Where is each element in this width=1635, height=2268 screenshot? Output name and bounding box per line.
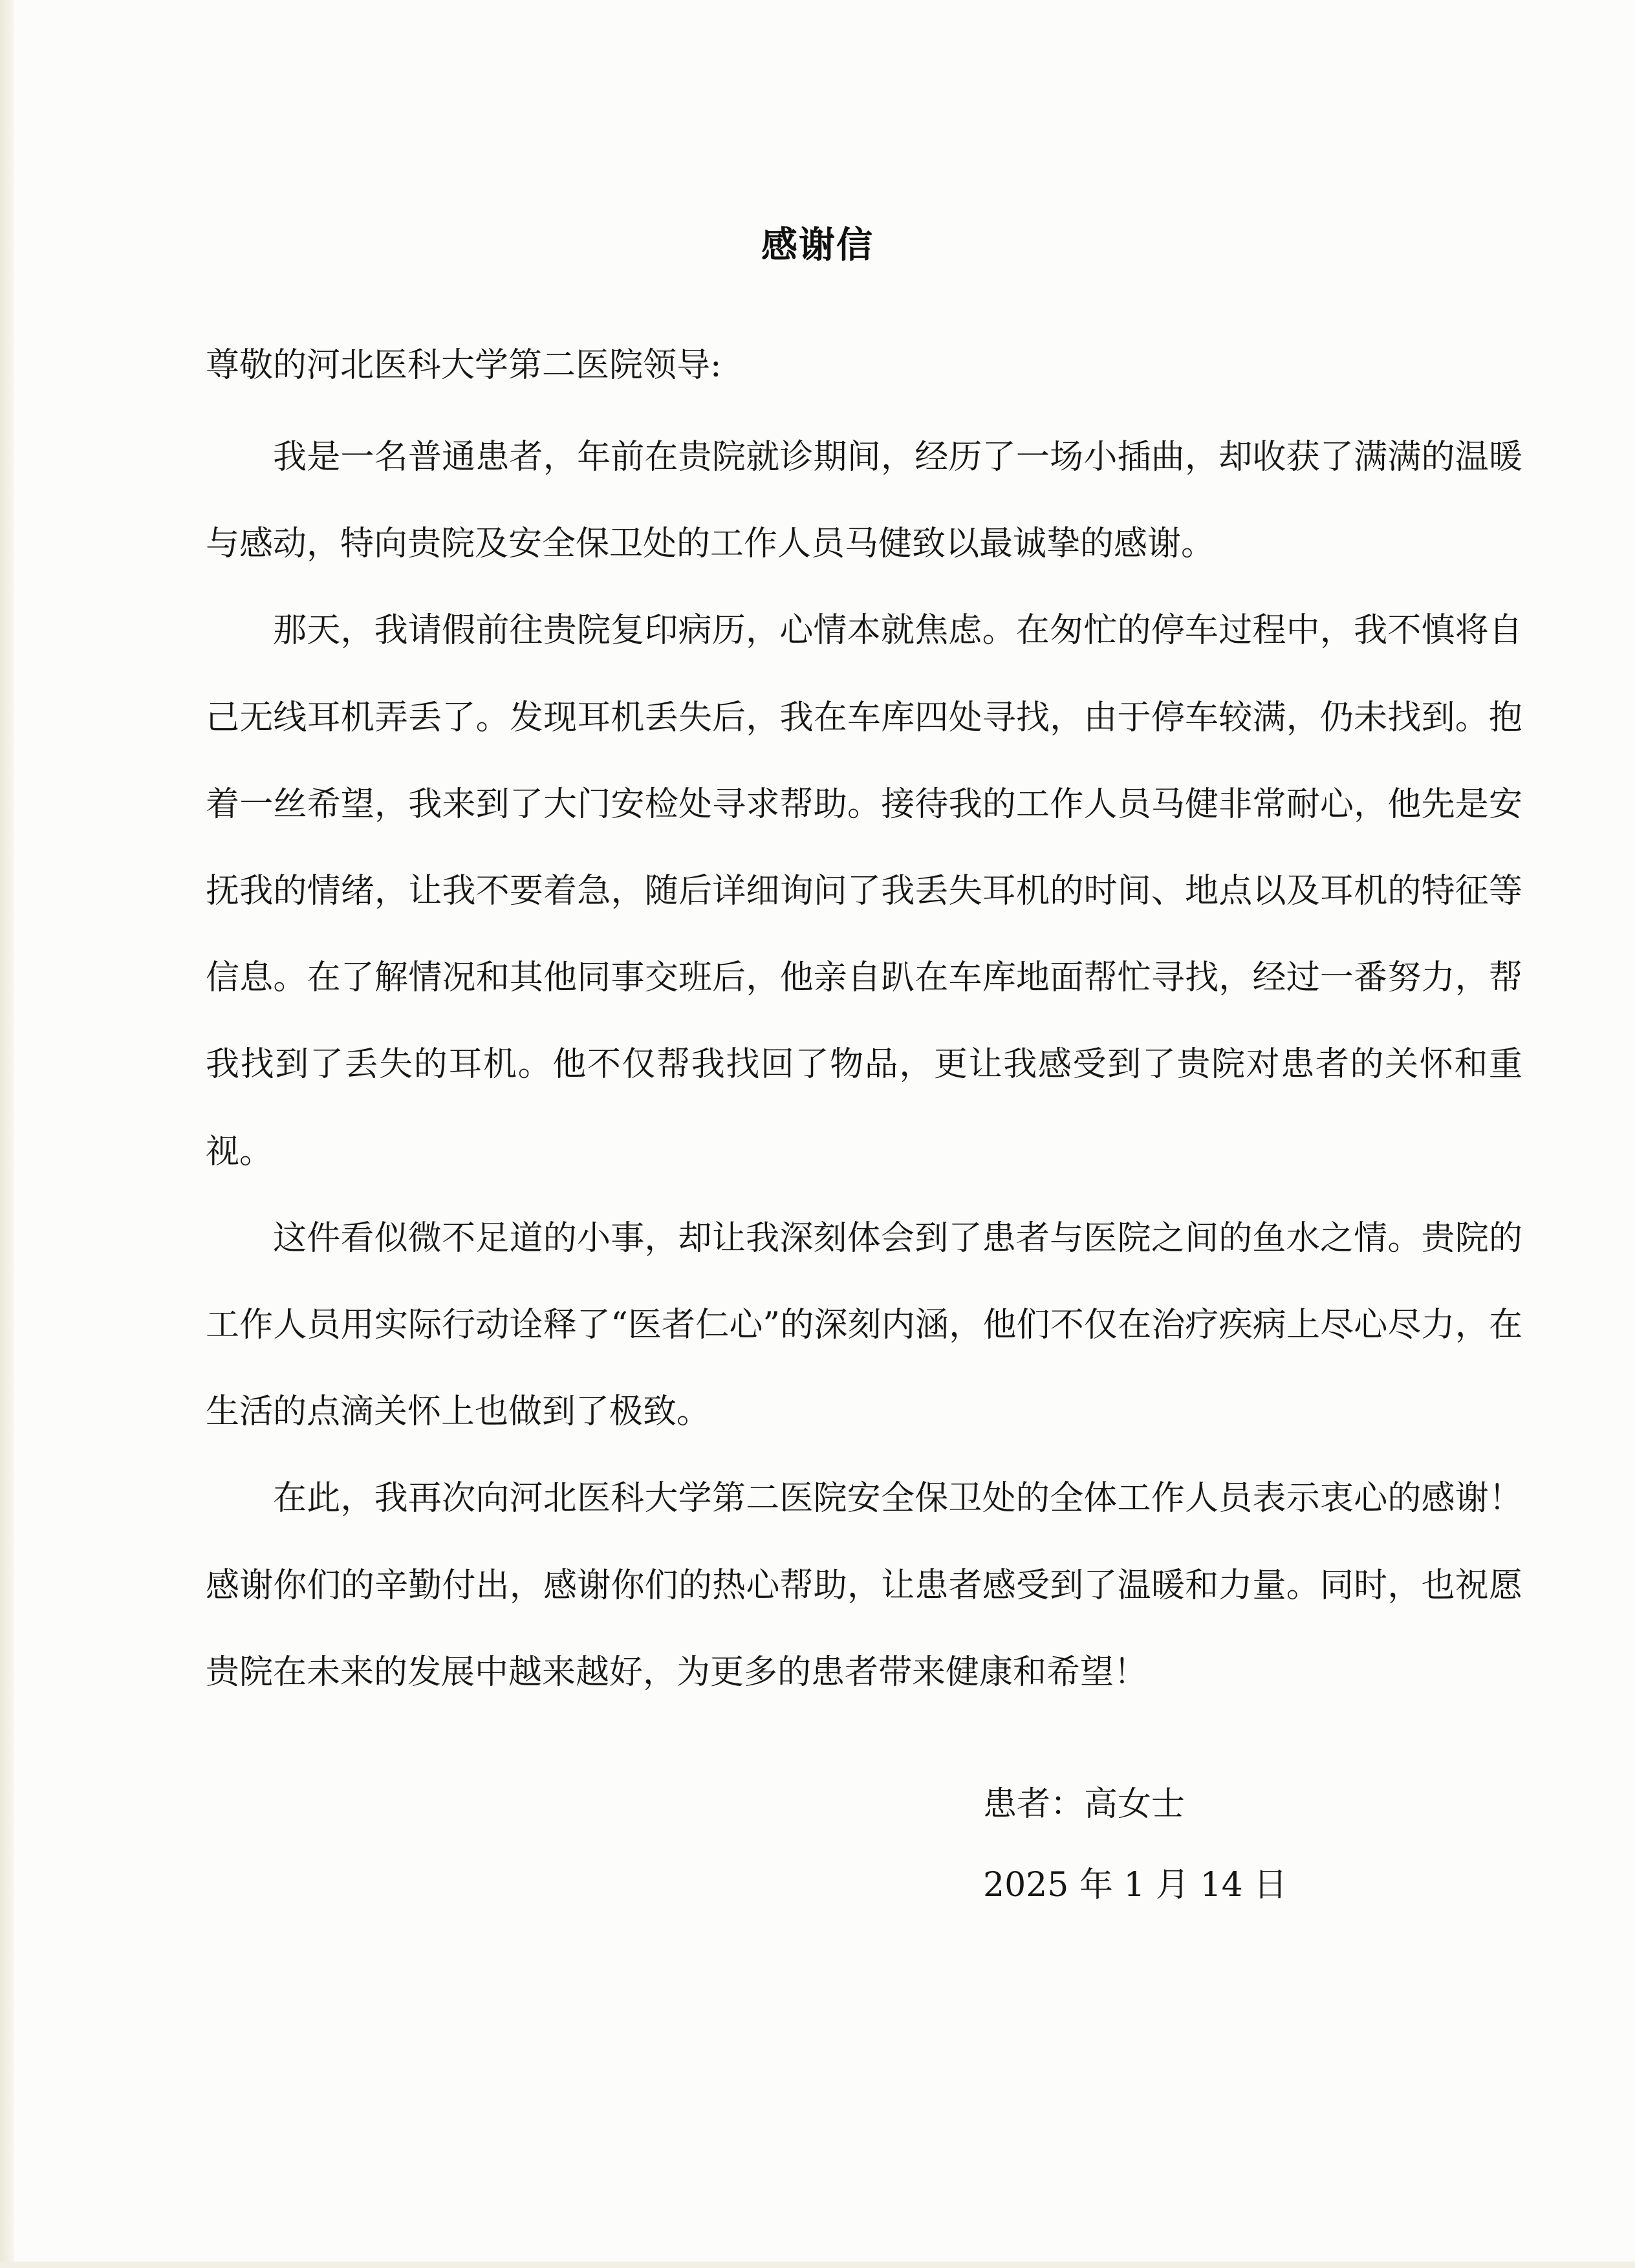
body-paragraph-1: 我是一名普通患者，年前在贵院就诊期间，经历了一场小插曲，却收获了满满的温暖与感动，特向贵院及安全保卫处的工作人员马健致以最诚挚的感谢。: [206, 438, 1522, 564]
letter-title: 感谢信: [761, 224, 874, 266]
body-paragraph-2: 那天，我请假前往贵院复印病历，心情本就焦虑。在匆忙的停车过程中，我不慎将自己无线耳机弄丢了。发现耳机丢失后，我在车库四处寻找，由于停车较满，仍未找到。抱着一丝希望，我来到了大门安检处寻求帮助。接待我的工作人员马健非常耐心，他先是安抚我的情绪，让我不要着急，随后详细询问了我丢失耳机的时间、地点以及耳机的特征等信息。在了解情况和其他同事交班后，他亲自趴在车库地面帮忙寻找，经过一番努力，帮我找到了丢失的耳机。他不仅帮我找回了物品，更让我感受到了贵院对患者的关怀和重视。: [206, 611, 1522, 1171]
body-paragraph-3: 这件看似微不足道的小事，却让我深刻体会到了患者与医院之间的鱼水之情。贵院的工作人员用实际行动诠释了“医者仁心”的深刻内涵，他们不仅在治疗疾病上尽心尽力，在生活的点滴关怀上也做到了极致。: [206, 1218, 1522, 1432]
scan-bottom-edge: [0, 2262, 1635, 2268]
letter-body: [206, 414, 1522, 1716]
signature-line: 患者：高女士: [983, 1785, 1186, 1824]
scan-left-edge: [0, 0, 14, 2268]
letter-date: 2025 年 1 月 14 日: [983, 1866, 1288, 1905]
body-paragraph-4: 在此，我再次向河北医科大学第二医院安全保卫处的全体工作人员表示衷心的感谢！感谢你们的辛勤付出，感谢你们的热心帮助，让患者感受到了温暖和力量。同时，也祝愿贵院在未来的发展中越来越好，为更多的患者带来健康和希望！: [206, 1479, 1522, 1692]
letter-salutation: 尊敬的河北医科大学第二医院领导:: [206, 346, 722, 385]
